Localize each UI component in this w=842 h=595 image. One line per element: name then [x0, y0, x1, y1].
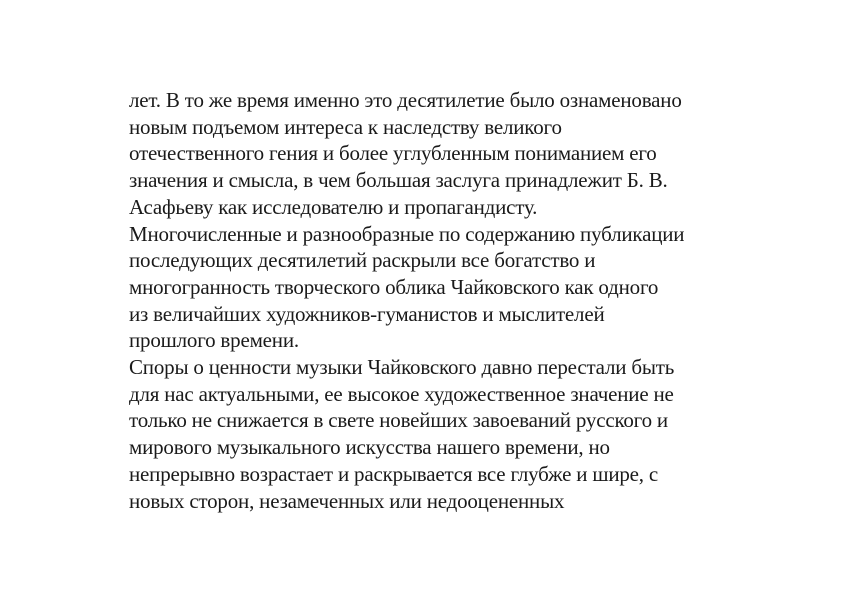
- text-line-14: мирового музыкального искусства нашего времени, но: [129, 435, 610, 460]
- text-line-11: Споры о ценности музыки Чайковского давно перестали быть: [129, 355, 675, 380]
- text-line-2: новым подъемом интереса к наследству великого: [129, 114, 562, 139]
- text-line-9: из величайших художников-гуманистов и мыслителей: [129, 301, 605, 326]
- text-line-7: последующих десятилетий раскрыли все богатство и: [129, 248, 596, 273]
- text-line-6: Многочисленные и разнообразные по содержанию публикации: [129, 221, 685, 246]
- text-line-15: непрерывно возрастает и раскрывается все глубже и шире, с: [129, 461, 659, 486]
- text-line-12: для нас актуальными, ее высокое художественное значение не: [129, 381, 674, 406]
- body-text: [129, 87, 729, 514]
- text-line-16: новых сторон, незамеченных или недооцененных: [129, 488, 565, 513]
- text-line-4: значения и смысла, в чем большая заслуга принадлежит Б. В.: [129, 168, 668, 193]
- text-line-3: отечественного гения и более углубленным пониманием его: [129, 141, 657, 166]
- text-line-10: прошлого времени.: [129, 328, 299, 353]
- text-line-5: Асафьеву как исследователю и пропагандисту.: [129, 194, 538, 219]
- text-line-8: многогранность творческого облика Чайковского как одного: [129, 274, 659, 299]
- text-line-13: только не снижается в свете новейших завоеваний русского и: [129, 408, 668, 433]
- text-line-1: лет. В то же время именно это десятилетие было ознаменовано: [129, 88, 682, 112]
